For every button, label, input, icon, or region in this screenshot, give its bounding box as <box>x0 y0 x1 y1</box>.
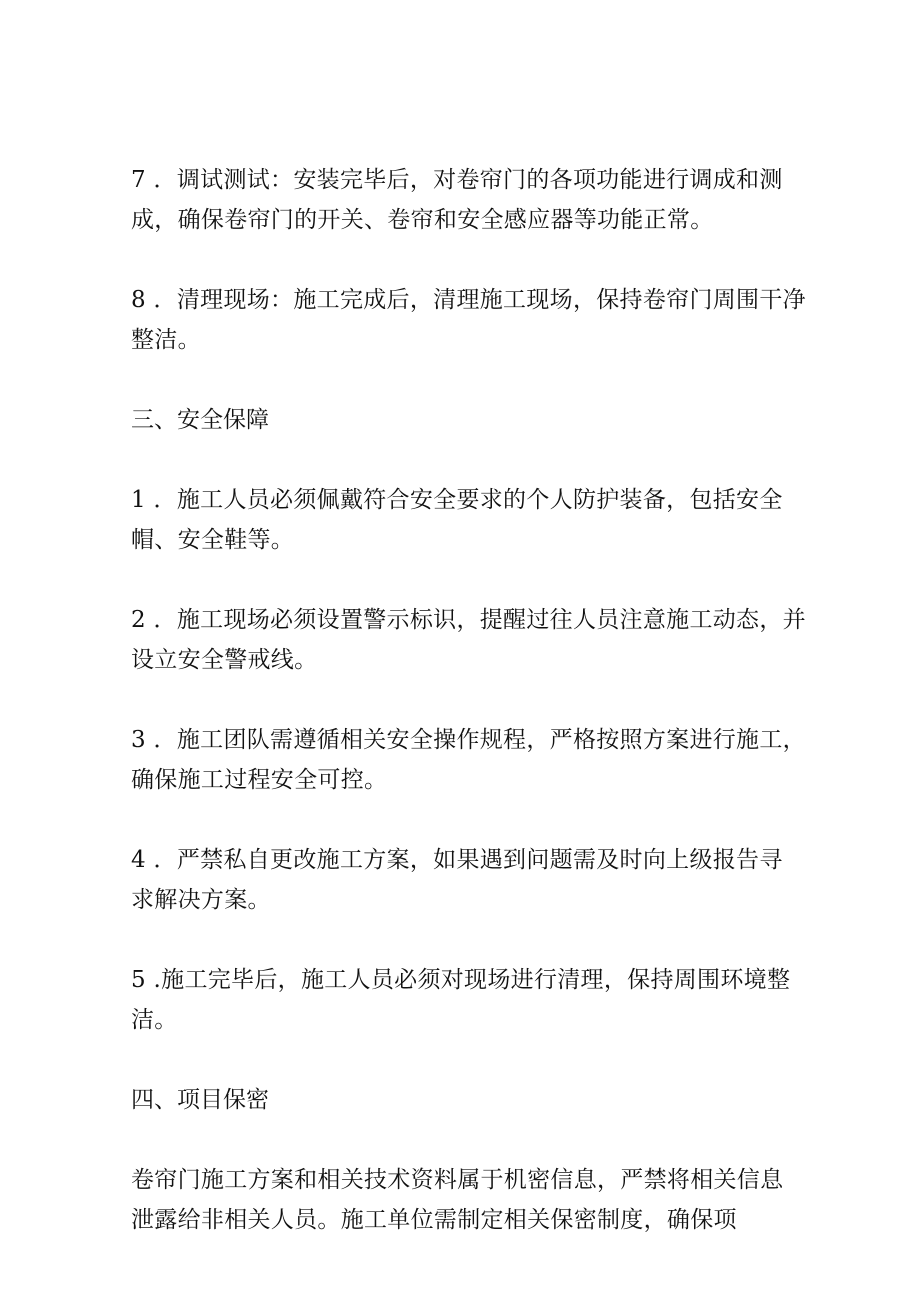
text-line: 卷帘门施工方案和相关技术资料属于机密信息，严禁将相关信息 <box>131 1167 784 1193</box>
text-line: 泄露给非相关人员。施工单位需制定相关保密制度，确保项 <box>131 1207 737 1233</box>
text-line: 3 ．施工团队需遵循相关安全操作规程，严格按照方案进行施工， <box>131 727 806 753</box>
text-line: 确保施工过程安全可控。 <box>131 767 388 793</box>
text-line: 2 ．施工现场必须设置警示标识，提醒过往人员注意施工动态，并 <box>131 607 806 633</box>
text-line: 1 ．施工人员必须佩戴符合安全要求的个人防护装备，包括安全 <box>131 487 783 513</box>
document-page <box>131 160 806 1280</box>
paragraph-step-7 <box>131 160 801 240</box>
text-line: 帽、安全鞋等。 <box>131 527 295 553</box>
text-line: 求解决方案。 <box>131 887 271 913</box>
section-heading-confidentiality: 四、项目保密 <box>131 1087 269 1113</box>
text-line: 设立安全警戒线。 <box>131 647 318 673</box>
paragraph-safety-3 <box>131 720 806 800</box>
paragraph-safety-4 <box>131 840 801 920</box>
text-line: 洁。 <box>131 1007 178 1033</box>
section-heading-safety: 三、安全保障 <box>131 407 269 433</box>
paragraph-safety-2 <box>131 600 806 680</box>
text-line: 5 .施工完毕后，施工人员必须对现场进行清理，保持周围环境整 <box>131 967 791 993</box>
text-line: 4 ．严禁私自更改施工方案，如果遇到问题需及时向上级报告寻 <box>131 847 783 873</box>
paragraph-safety-5 <box>131 960 801 1040</box>
text-line: 7 ．调试测试：安装完毕后，对卷帘门的各项功能进行调成和测 <box>131 167 783 193</box>
text-line: 成，确保卷帘门的开关、卷帘和安全感应器等功能正常。 <box>131 207 714 233</box>
text-line: 8 ．清理现场：施工完成后，清理施工现场，保持卷帘门周围干净 <box>131 287 806 313</box>
paragraph-confidentiality <box>131 1160 801 1240</box>
paragraph-step-8 <box>131 280 806 360</box>
paragraph-safety-1 <box>131 480 801 560</box>
text-line: 整洁。 <box>131 327 201 353</box>
